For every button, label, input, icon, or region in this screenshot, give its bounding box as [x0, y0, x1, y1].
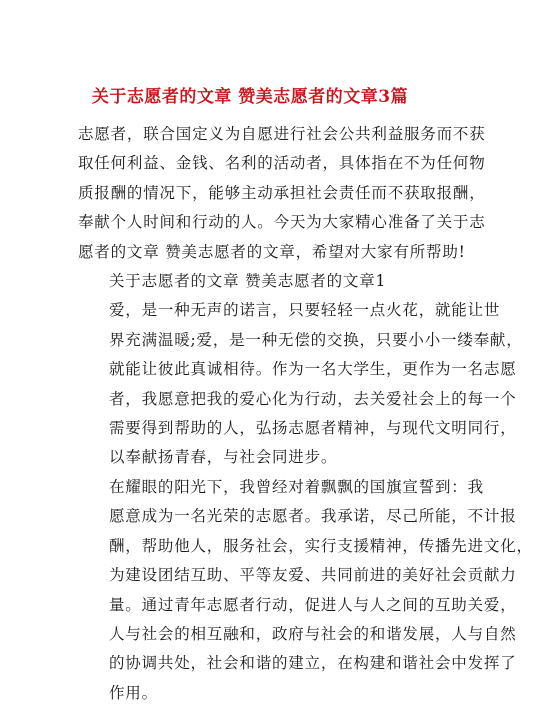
- paragraph-line: 酬，帮助他人，服务社会，实行支援精神，传播先进文化，: [109, 536, 533, 555]
- paragraph-line: 的协调共处，社会和谐的建立，在构建和谐社会中发挥了: [109, 654, 517, 673]
- paragraph-line: 取任何利益、金钱、名利的活动者，具体指在不为任何物: [78, 154, 486, 173]
- document-title: 关于志愿者的文章 赞美志愿者的文章3篇: [91, 87, 409, 107]
- paragraph-line: 质报酬的情况下，能够主动承担社会责任而不获取报酬，: [78, 183, 486, 202]
- paragraph-line: 志愿者，联合国定义为自愿进行社会公共利益服务而不获: [78, 125, 486, 143]
- paragraph-line: 愿意成为一名光荣的志愿者。我承诺，尽己所能，不计报: [109, 507, 517, 526]
- paragraph: [0, 473, 533, 708]
- paragraph-line: 作用。: [109, 683, 158, 702]
- paragraph-line: 界充满温暖;爱，是一种无偿的交换，只要小小一缕奉献，: [109, 330, 523, 349]
- paragraph-line: 就能让彼此真诚相待。作为一名大学生，更作为一名志愿: [109, 360, 517, 379]
- paragraph-line: 关于志愿者的文章 赞美志愿者的文章1: [109, 272, 387, 291]
- paragraph-line: 人与社会的相互融和，政府与社会的和谐发展，人与自然: [109, 624, 517, 643]
- paragraph-line: 需要得到帮助的人，弘扬志愿者精神，与现代文明同行，: [109, 419, 517, 438]
- paragraph: [0, 267, 500, 296]
- paragraph-line: 爱，是一种无声的诺言，只要轻轻一点火花，就能让世: [109, 301, 501, 320]
- paragraph-line: 愿者的文章 赞美志愿者的文章，希望对大家有所帮助!: [78, 242, 466, 261]
- paragraph-line: 以奉献扬青春，与社会同进步。: [109, 448, 338, 467]
- paragraph-line: 量。通过青年志愿者行动，促进人与人之间的互助关爱，: [109, 595, 517, 614]
- paragraph-line: 为建设团结互助、平等友爱、共同前进的美好社会贡献力: [109, 566, 517, 585]
- paragraph-line: 奉献个人时间和行动的人。今天为大家精心准备了关于志: [78, 213, 486, 232]
- paragraph: [0, 296, 523, 472]
- paragraph-line: 者，我愿意把我的爱心化为行动，去关爱社会上的每一个: [109, 389, 517, 408]
- paragraph-line: 在耀眼的阳光下，我曾经对着飘飘的国旗宣誓到：我: [109, 477, 484, 496]
- paragraph: [0, 120, 500, 267]
- document-body: [0, 120, 533, 708]
